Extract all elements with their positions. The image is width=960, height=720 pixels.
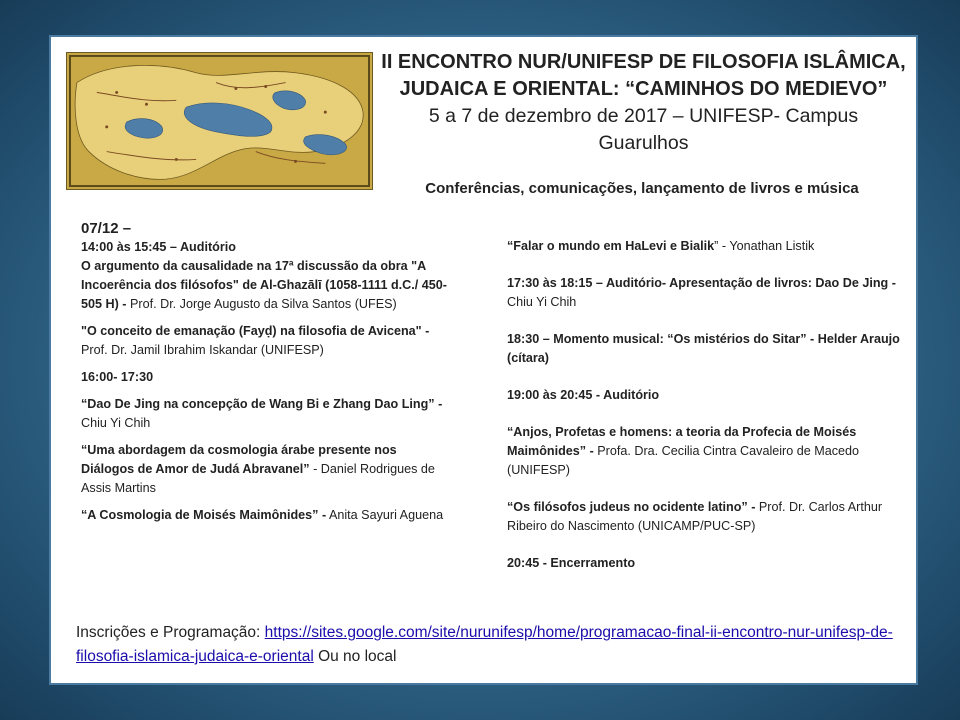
talk-7	[507, 423, 907, 480]
event-title-block	[373, 49, 914, 157]
title-line-2: JUDAICA E ORIENTAL: “CAMINHOS DO MEDIEVO”	[399, 78, 888, 100]
session-time-2: 16:00- 17:30	[81, 370, 154, 384]
session-time-1: 14:00 às 15:45 – Auditório	[81, 240, 236, 254]
date-line: 5 a 7 de dezembro de 2017 – UNIFESP- Campus	[428, 105, 859, 127]
closing: 20:45 - Encerramento	[507, 556, 636, 570]
talk-2-title: "O conceito de emanação (Fayḍ) na filosofia de Avicena" -	[81, 324, 430, 338]
talk-3-author: Chiu Yi Chih	[81, 416, 151, 430]
schedule-right-column	[507, 237, 907, 591]
talk-5	[81, 506, 453, 525]
talk-8	[507, 498, 907, 536]
medieval-map-image	[66, 52, 373, 190]
registration-footer	[76, 621, 896, 669]
talk-1-title: O argumento da causalidade na 17ª discussão da obra "A Incoerência dos filósofos" de Al-Ghazālī (1058-1111 d.C./ 450-505 H) -	[81, 259, 447, 311]
event-flyer-card	[49, 35, 918, 685]
talk-4-author: - Daniel Rodrigues de Assis Martins	[81, 462, 435, 495]
title-line-1: II ENCONTRO NUR/UNIFESP DE FILOSOFIA ISLÂMICA,	[381, 51, 906, 73]
day-heading: 07/12 –	[81, 220, 132, 237]
talk-6-title: “Falar o mundo em HaLevi e Bialik	[507, 239, 715, 253]
talk-6	[507, 237, 907, 256]
medieval-map-icon	[67, 53, 372, 189]
place-line: Guarulhos	[598, 132, 689, 154]
talk-4	[81, 441, 453, 498]
talk-7-title: “Anjos, Profetas e homens: a teoria da Profecia de Moisés Maimônides” -	[507, 425, 857, 458]
talk-8-author: Prof. Dr. Carlos Arthur Ribeiro do Nascimento (UNICAMP/PUC-SP)	[507, 500, 883, 533]
music-session: 18:30 – Momento musical: “Os mistérios do Sitar” - Helder Araujo (cítara)	[507, 332, 900, 365]
registration-after: Ou no local	[313, 648, 397, 665]
talk-3-title: “Dao De Jing na concepção de Wang Bi e Zhang Dao Ling” -	[81, 397, 443, 411]
talk-6-author: ” - Yonathan Listik	[714, 239, 815, 253]
event-subtitle: Conferências, comunicações, lançamento de livros e música	[425, 180, 859, 197]
book-launch-text: Apresentação de livros: Dao De Jing -	[666, 276, 896, 290]
schedule-left-column	[81, 219, 453, 533]
talk-1	[81, 257, 453, 314]
talk-3	[81, 395, 453, 433]
registration-label: Inscrições e Programação:	[76, 624, 265, 641]
session-time-5: 19:00 às 20:45 - Auditório	[507, 388, 660, 402]
talk-2	[81, 322, 453, 360]
talk-8-title: “Os filósofos judeus no ocidente latino” -	[507, 500, 756, 514]
talk-4-title: “Uma abordagem da cosmologia árabe presente nos Diálogos de Amor de Judá Abravanel”	[81, 443, 397, 476]
registration-link[interactable]: https://sites.google.com/site/nurunifesp/home/programacao-final-ii-encontro-nur-unifesp-de-filosofia-islamica-judaica-e-oriental	[76, 624, 893, 665]
talk-1-author: Prof. Dr. Jorge Augusto da Silva Santos (UFES)	[126, 297, 397, 311]
talk-5-author: Anita Sayuri Aguena	[326, 508, 444, 522]
talk-7-author: Profa. Dra. Cecilia Cintra Cavaleiro de Macedo (UNIFESP)	[507, 444, 860, 477]
talk-5-title: “A Cosmologia de Moisés Maimônides” -	[81, 508, 327, 522]
session-time-3: 17:30 às 18:15 – Auditório-	[507, 276, 667, 290]
book-launch-author: Chiu Yi Chih	[507, 295, 577, 309]
talk-2-author: Prof. Dr. Jamil Ibrahim Iskandar (UNIFESP)	[81, 343, 324, 357]
book-launch	[507, 274, 907, 312]
